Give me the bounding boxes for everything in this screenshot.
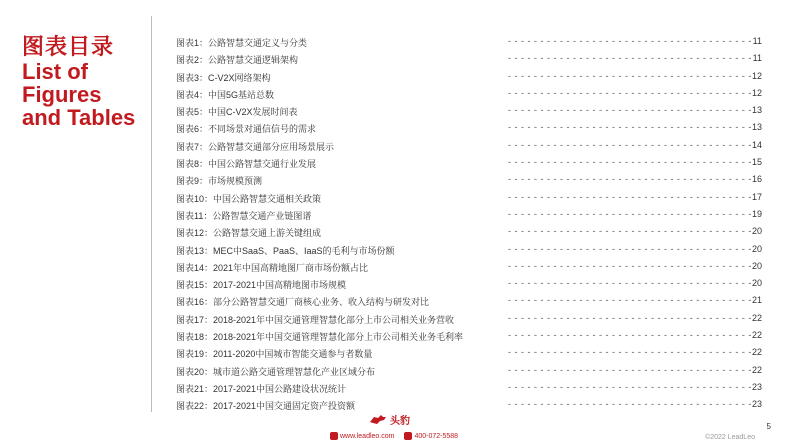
toc-label: 图表14：2021年中国高精地图厂商市场份额占比 [176,262,369,273]
title-english-line-1: List of [22,59,88,84]
toc-page-number: 22 [751,364,762,375]
toc-row[interactable] [176,154,766,171]
toc-leader: - - - - - - - - - - - - - - - - - - - - - - - - - - - - - - - - - - - - - - [508,278,752,289]
toc-page-number: 11 [752,36,762,46]
toc-page-number: 21 [751,295,762,306]
footer-contact [330,432,458,440]
phone-icon [404,432,412,440]
toc-leader: - - - - - - - - - - - - - - - - - - - - - - - - - - - - - - - - - - - - - - [508,122,752,133]
toc-label: 图表18：2018-2021年中国交通管理智慧化部分上市公司相关业务毛利率 [176,332,464,343]
toc-row[interactable] [176,119,766,136]
toc-leader: - - - - - - - - - - - - - - - - - - - - - - - - - - - - - - - - - - - - - - [508,70,752,81]
brand-logo [369,412,410,427]
toc-label: 图表21：2017-2021中国公路建设状况统计 [176,383,347,394]
leopard-logo-icon [369,414,387,426]
phone-contact [404,432,458,440]
toc-label: 图表5：中国C-V2X发展时间表 [176,107,298,118]
toc-row[interactable] [176,189,766,206]
toc-row[interactable] [176,258,766,275]
toc-row[interactable] [176,310,766,327]
toc-page-number: 22 [751,330,762,341]
toc-page-number: 17 [751,191,762,202]
toc-leader: - - - - - - - - - - - - - - - - - - - - - - - - - - - - - - - - - - - - - - [508,347,752,358]
page-footer [0,408,793,446]
toc-row[interactable] [176,68,766,85]
toc-label: 图表8：中国公路智慧交通行业发展 [176,159,317,170]
toc-row[interactable] [176,206,766,223]
toc-leader: - - - - - - - - - - - - - - - - - - - - - - - - - - - - - - - - - - - - - - [508,312,752,323]
toc-leader: - - - - - - - - - - - - - - - - - - - - - - - - - - - - - - - - - - - - - - [508,174,752,185]
toc-label: 图表3：C-V2X网络架构 [176,72,271,83]
toc-row[interactable] [176,292,766,309]
toc-page-number: 13 [751,122,762,133]
toc-row[interactable] [176,241,766,258]
phone-text: 400-072-5588 [414,432,459,440]
title-english-line-3: and Tables [22,105,136,130]
toc-leader: - - - - - - - - - - - - - - - - - - - - - - - - - - - - - - - - - - - - - - [508,364,752,375]
toc-page-number: 22 [751,312,762,323]
toc-page-number: 20 [751,226,762,237]
toc-label: 图表20：城市道公路交通管理智慧化产业区域分布 [176,366,376,377]
toc-page-number: 13 [751,105,762,116]
toc-page-number: 16 [751,174,762,185]
toc-page-number: 12 [751,70,762,81]
toc-list [176,33,766,414]
toc-label: 图表9：市场规模预测 [176,176,263,187]
toc-page-number: 20 [751,260,762,271]
toc-leader: - - - - - - - - - - - - - - - - - - - - - - - - - - - - - - - - - - - - - - [508,226,752,237]
vertical-divider [151,16,152,412]
toc-row[interactable] [176,362,766,379]
toc-row[interactable] [176,50,766,67]
toc-leader: - - - - - - - - - - - - - - - - - - - - - - - - - - - - - - - - - - - - - - [508,53,752,64]
copyright: ©2022 LeadLeo [705,434,755,441]
toc-row[interactable] [176,33,766,50]
toc-label: 图表4：中国5G基站总数 [176,89,275,100]
toc-label: 图表1：公路智慧交通定义与分类 [176,38,308,48]
toc-leader: - - - - - - - - - - - - - - - - - - - - - - - - - - - - - - - - - - - - - - [508,330,752,341]
toc-leader: - - - - - - - - - - - - - - - - - - - - - - - - - - - - - - - - - - - - - - [508,399,752,410]
toc-leader: - - - - - - - - - - - - - - - - - - - - - - - - - - - - - - - - - - - - - - [508,243,752,254]
toc-label: 图表7：公路智慧交通部分应用场景展示 [176,141,335,152]
toc-page-number: 12 [751,87,762,98]
toc-page-number: 23 [751,399,762,410]
toc-leader: - - - - - - - - - - - - - - - - - - - - - - - - - - - - - - - - - - - - - - [508,157,752,168]
toc-leader: - - - - - - - - - - - - - - - - - - - - - - - - - - - - - - - - - - - - - - [508,36,752,46]
website-text: www.leadleo.com [340,432,395,440]
toc-label: 图表6：不同场景对通信信号的需求 [176,124,317,135]
toc-leader: - - - - - - - - - - - - - - - - - - - - - - - - - - - - - - - - - - - - - - [508,87,752,98]
toc-label: 图表22：2017-2021中国交通固定资产投资额 [176,401,356,412]
toc-row[interactable] [176,379,766,396]
toc-page-number: 22 [751,347,762,358]
toc-page-number: 20 [751,243,762,254]
toc-label: 图表10：中国公路智慧交通相关政策 [176,193,322,204]
toc-label: 图表16：部分公路智慧交通厂商核心业务、收入结构与研发对比 [176,297,430,308]
toc-label: 图表19：2011-2020中国城市智能交通参与者数量 [176,349,373,360]
toc-row[interactable] [176,344,766,361]
toc-label: 图表12：公路智慧交通上游关键组成 [176,228,322,239]
toc-leader: - - - - - - - - - - - - - - - - - - - - - - - - - - - - - - - - - - - - - - [508,208,752,219]
logo-text: 头豹 [390,416,410,427]
toc-page-number: 23 [751,381,762,392]
toc-row[interactable] [176,171,766,188]
toc-row[interactable] [176,275,766,292]
toc-leader: - - - - - - - - - - - - - - - - - - - - - - - - - - - - - - - - - - - - - - [508,260,752,271]
web-icon [330,432,338,440]
toc-page-number: 14 [751,139,762,150]
toc-row[interactable] [176,327,766,344]
toc-label: 图表2：公路智慧交通逻辑架构 [176,55,299,66]
title-english-line-2: Figures [22,82,102,107]
toc-row[interactable] [176,102,766,119]
toc-leader: - - - - - - - - - - - - - - - - - - - - - - - - - - - - - - - - - - - - - - [508,139,752,150]
toc-page-number: 15 [751,157,762,168]
website-link[interactable] [330,432,394,440]
toc-page-number: 20 [751,278,762,289]
title-chinese: 图表目录 [22,34,115,59]
toc-leader: - - - - - - - - - - - - - - - - - - - - - - - - - - - - - - - - - - - - - - [508,191,752,202]
toc-row[interactable] [176,223,766,240]
toc-row[interactable] [176,137,766,154]
toc-label: 图表11：公路智慧交通产业链图谱 [176,210,312,221]
page-number: 5 [766,422,771,431]
toc-leader: - - - - - - - - - - - - - - - - - - - - - - - - - - - - - - - - - - - - - - [508,105,752,116]
toc-leader: - - - - - - - - - - - - - - - - - - - - - - - - - - - - - - - - - - - - - - [508,295,752,306]
toc-label: 图表17：2018-2021年中国交通管理智慧化部分上市公司相关业务营收 [176,314,455,325]
toc-label: 图表15：2017-2021中国高精地图市场规模 [176,280,347,291]
toc-leader: - - - - - - - - - - - - - - - - - - - - - - - - - - - - - - - - - - - - - - [508,381,752,392]
toc-page-number: 11 [752,53,762,64]
toc-page-number: 19 [751,208,762,219]
toc-label: 图表13：MEC中SaaS、PaaS、IaaS的毛利与市场份额 [176,245,395,256]
toc-row[interactable] [176,85,766,102]
left-title [22,34,135,129]
